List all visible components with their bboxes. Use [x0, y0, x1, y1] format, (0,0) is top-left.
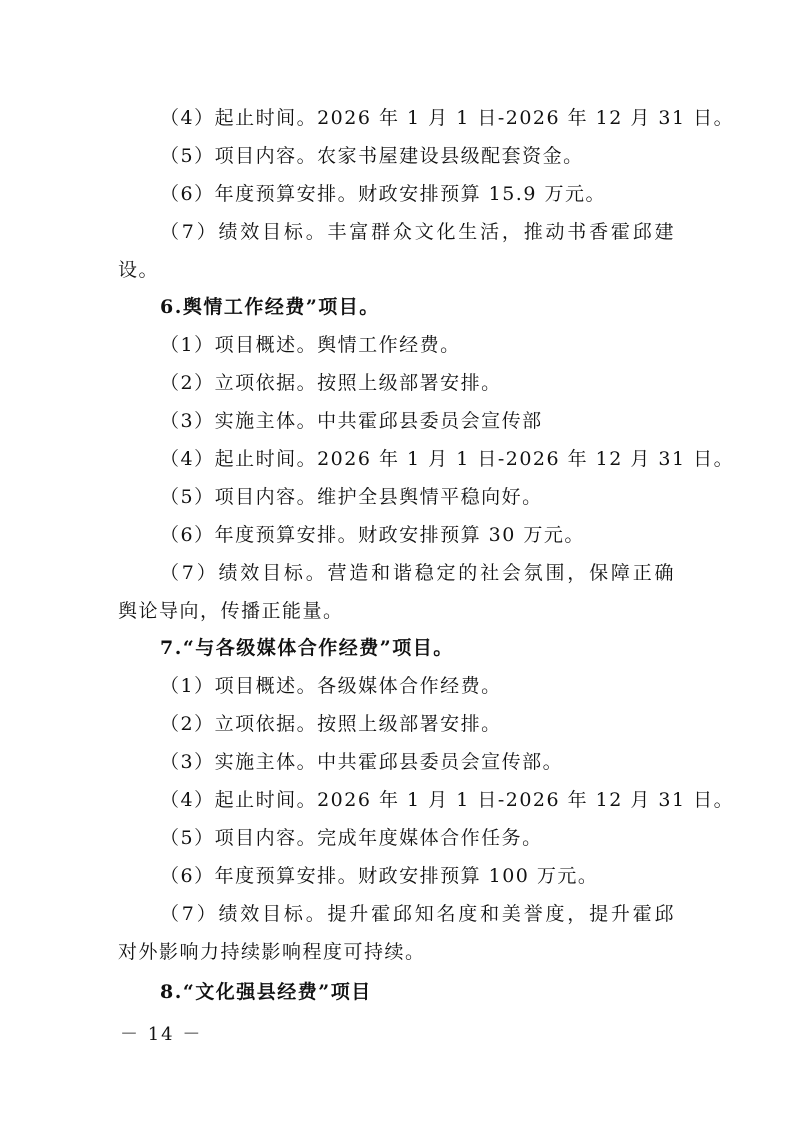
paragraph-line: （1）项目概述。各级媒体合作经费。	[160, 675, 502, 697]
paragraph-line: （2）立项依据。按照上级部署安排。	[160, 372, 502, 394]
paragraph-line: （7）绩效目标。提升霍邱知名度和美誉度，提升霍邱	[160, 903, 675, 925]
paragraph-line: （6）年度预算安排。财政安排预算 30 万元。	[160, 524, 585, 546]
paragraph-line: （5）项目内容。完成年度媒体合作任务。	[160, 827, 543, 849]
paragraph-line: （6）年度预算安排。财政安排预算 15.9 万元。	[160, 183, 606, 205]
paragraph-line: 舆论导向，传播正能量。	[118, 600, 344, 622]
section-heading: 8.“文化强县经费”项目	[160, 981, 372, 1003]
paragraph-line: （4）起止时间。2026 年 1 月 1 日-2026 年 12 月 31 日。	[160, 789, 735, 811]
paragraph-line: 设。	[118, 259, 160, 281]
paragraph-line: （5）项目内容。维护全县舆情平稳向好。	[160, 486, 543, 508]
paragraph-line: （7）绩效目标。丰富群众文化生活，推动书香霍邱建	[160, 221, 675, 243]
paragraph-line: （3）实施主体。中共霍邱县委员会宣传部	[160, 410, 543, 432]
paragraph-line: （3）实施主体。中共霍邱县委员会宣传部。	[160, 751, 564, 773]
paragraph-line: （5）项目内容。农家书屋建设县级配套资金。	[160, 145, 584, 167]
paragraph-line: （6）年度预算安排。财政安排预算 100 万元。	[160, 865, 599, 887]
paragraph-line: （1）项目概述。舆情工作经费。	[160, 334, 461, 356]
paragraph-line: （4）起止时间。2026 年 1 月 1 日-2026 年 12 月 31 日。	[160, 448, 735, 470]
paragraph-line: （2）立项依据。按照上级部署安排。	[160, 713, 502, 735]
paragraph-line: （7）绩效目标。营造和谐稳定的社会氛围，保障正确	[160, 562, 675, 584]
section-heading: 6.舆情工作经费”项目。	[160, 296, 380, 318]
paragraph-line: 对外影响力持续影响程度可持续。	[118, 941, 426, 963]
section-heading: 7.“与各级媒体合作经费”项目。	[160, 637, 454, 659]
paragraph-line: （4）起止时间。2026 年 1 月 1 日-2026 年 12 月 31 日。	[160, 107, 735, 129]
page-number: － 14 －	[120, 1024, 203, 1045]
